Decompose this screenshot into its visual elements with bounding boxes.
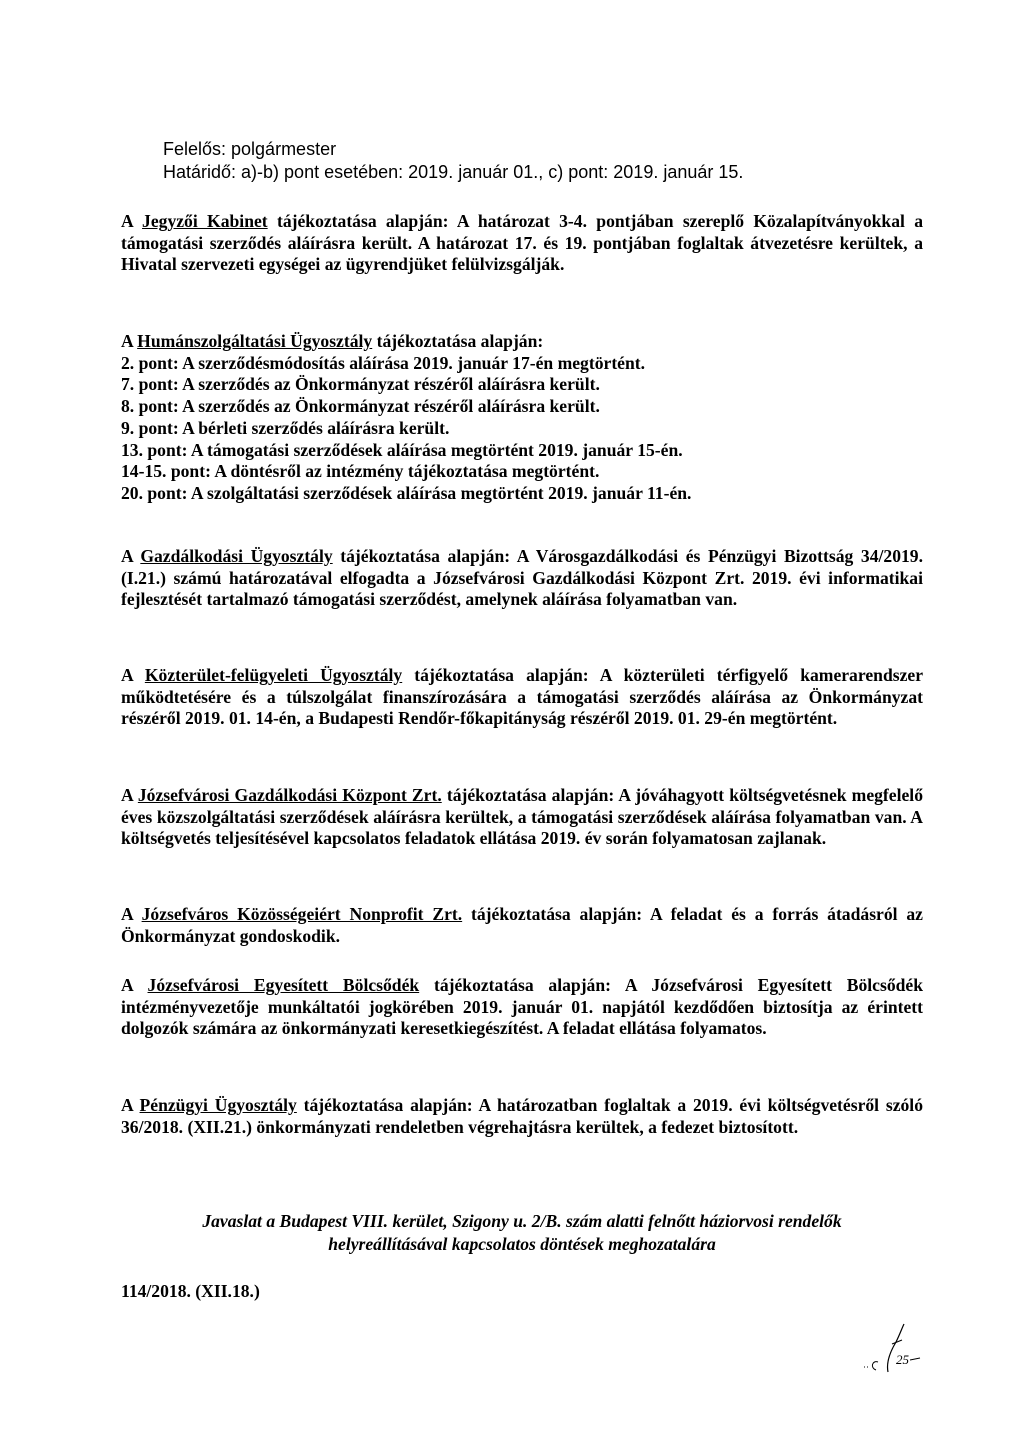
proposal-title <box>121 1210 923 1256</box>
list-item: 2. pont: A szerződésmódosítás aláírása 2019. január 17-én megtörtént. <box>121 352 646 373</box>
deadline-line: Határidő: a)-b) pont esetében: 2019. január 01., c) pont: 2019. január 15. <box>163 162 744 182</box>
section-humanszolgaltatasi <box>121 331 923 505</box>
handwritten-signature <box>858 1322 924 1380</box>
section-bolcsodek <box>121 975 923 1040</box>
org-name: Közterület-felügyeleti Ügyosztály <box>144 665 403 685</box>
paragraph: A Józsefvárosi Gazdálkodási Központ Zrt. tájékoztatása alapján: A jóváhagyott költségvetésnek megfelelő éves közszolgáltatási szerződések aláírásra kerültek, a támogatási szerződések aláírása folyamatban van. A költségvetés teljesítésével kapcsolatos feladatok ellátása 2019. év során folyamatosan zajlanak. <box>121 785 923 849</box>
proposal-title-line: helyreállításával kapcsolatos döntések meghozatalára <box>328 1234 716 1254</box>
header-block <box>163 138 743 184</box>
signature-stroke <box>910 1358 920 1360</box>
section-penzugyi <box>121 1095 923 1138</box>
section-jegyzoi-kabinet <box>121 211 923 276</box>
signature-stroke <box>872 1362 878 1370</box>
section-gazdalkodasi <box>121 546 923 611</box>
paragraph: A Pénzügyi Ügyosztály tájékoztatása alapján: A határozatban foglaltak a 2019. évi költségvetésről szóló 36/2018. (XII.21.) önkormányzati rendeletben végrehajtásra kerültek, a fedezet biztosított. <box>121 1095 923 1137</box>
section-kozterulet <box>121 665 923 730</box>
org-name: Pénzügyi Ügyosztály <box>139 1095 297 1115</box>
responsible-line: Felelős: polgármester <box>163 139 337 159</box>
paragraph: A Józsefvárosi Egyesített Bölcsődék tájékoztatása alapján: A Józsefvárosi Egyesített Bölcsődék intézményvezetője munkáltatói jogkörében 2019. január 01. napjától kezdődően biztosítja az érintett dolgozók számára az önkormányzati keresetkiegészítést. A feladat ellátása folyamatos. <box>121 975 923 1039</box>
section-kozossegeiert <box>121 904 923 947</box>
paragraph-intro: A Humánszolgáltatási Ügyosztály tájékoztatása alapján: <box>121 331 544 351</box>
list-item: 8. pont: A szerződés az Önkormányzat részéről aláírásra került. <box>121 396 600 417</box>
proposal-title-line: Javaslat a Budapest VIII. kerület, Szigony u. 2/B. szám alatti felnőtt háziorvosi rendelők <box>202 1211 842 1231</box>
section-jgk <box>121 785 923 850</box>
paragraph: A Józsefváros Közösségeiért Nonprofit Zrt. tájékoztatása alapján: A feladat és a forrás átadásról az Önkormányzat gondoskodik. <box>121 904 923 946</box>
org-name: Gazdálkodási Ügyosztály <box>140 546 333 566</box>
org-name: Jegyzői Kabinet <box>142 211 268 231</box>
list-item: 13. pont: A támogatási szerződések aláírása megtörtént 2019. január 15-én. <box>121 439 683 460</box>
org-name: Józsefváros Közösségeiért Nonprofit Zrt. <box>141 904 463 924</box>
org-name: Józsefvárosi Egyesített Bölcsődék <box>147 975 420 995</box>
org-name: Humánszolgáltatási Ügyosztály <box>137 331 373 351</box>
list-item: 14-15. pont: A döntésről az intézmény tájékoztatása megtörtént. <box>121 461 600 482</box>
signature-number: 25 <box>896 1352 909 1367</box>
paragraph: A Gazdálkodási Ügyosztály tájékoztatása alapján: A Városgazdálkodási és Pénzügyi Bizottság 34/2019. (I.21.) számú határozatával elfogadta a Józsefvárosi Gazdálkodási Központ Zrt. 2019. évi informatikai fejlesztését tartalmazó támogatási szerződést, amelynek aláírása folyamatban van. <box>121 546 923 610</box>
paragraph: A Jegyzői Kabinet tájékoztatása alapján: A határozat 3-4. pontjában szereplő Közalapítványokkal a támogatási szerződés aláírásra került. A határozat 17. és 19. pontjában foglaltak átvezetésre kerültek, a Hivatal szervezeti egységei az ügyrendjüket felülvizsgálják. <box>121 211 923 275</box>
reference-number: 114/2018. (XII.18.) <box>121 1281 260 1301</box>
paragraph: A Közterület-felügyeleti Ügyosztály tájékoztatása alapján: A közterületi térfigyelő kamerarendszer működtetésére és a túlszolgálat finanszírozására a támogatási szerződés aláírása az Önkormányzat részéről 2019. 01. 14-én, a Budapesti Rendőr-főkapitányság részéről 2019. 01. 29-én megtörtént. <box>121 665 924 729</box>
list-item: 7. pont: A szerződés az Önkormányzat részéről aláírásra került. <box>121 374 600 395</box>
list-item: 9. pont: A bérleti szerződés aláírásra került. <box>121 417 450 438</box>
org-name: Józsefvárosi Gazdálkodási Központ Zrt. <box>137 785 442 805</box>
list-item: 20. pont: A szolgáltatási szerződések aláírása megtörtént 2019. január 11-én. <box>121 482 692 503</box>
